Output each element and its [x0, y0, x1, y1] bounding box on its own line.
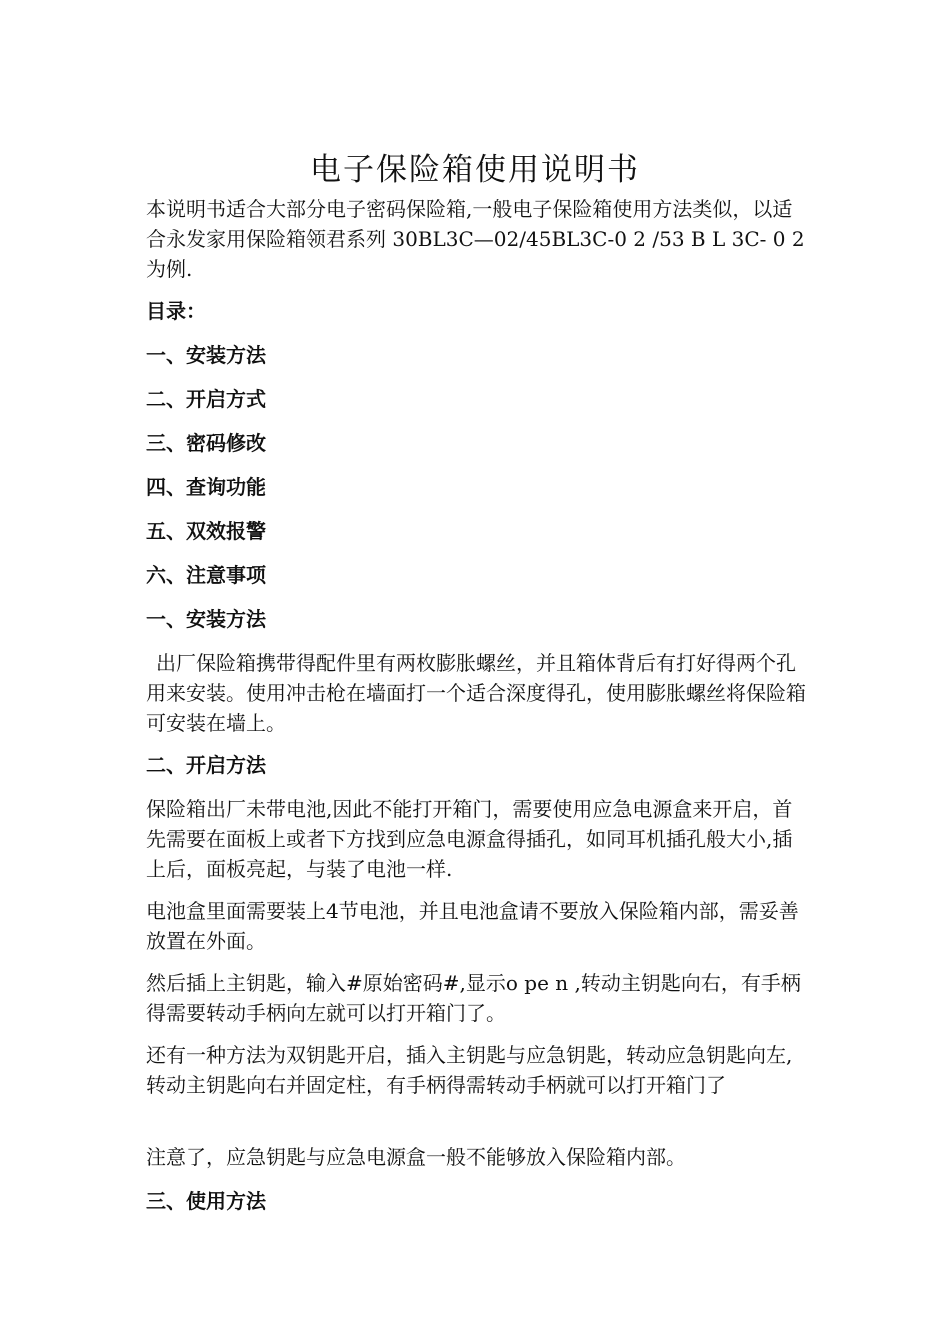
open-paragraph-4: 还有一种方法为双钥匙开启，插入主钥匙与应急钥匙，转动应急钥匙向左,转动主钥匙向右并固定柱，有手柄得需转动手柄就可以打开箱门了: [146, 1043, 793, 1097]
toc-item-query: 四、查询功能: [146, 475, 266, 499]
toc-label: 目录：: [146, 299, 206, 323]
toc-item-alarm: 五、双效报警: [146, 519, 266, 543]
section-heading-use: 三、使用方法: [146, 1189, 266, 1213]
open-paragraph-1: 保险箱出厂未带电池,因此不能打开箱门，需要使用应急电源盒来开启，首先需要在面板上或者下方找到应急电源盒得插孔，如同耳机插孔般大小,插上后，面板亮起，与装了电池一样.: [146, 797, 793, 881]
toc-item-install: 一、安装方法: [146, 343, 266, 367]
section-heading-install: 一、安装方法: [146, 607, 266, 631]
open-paragraph-3: 然后插上主钥匙，输入#原始密码#,显示o pe n ,转动主钥匙向右，有手柄得需要转动手柄向左就可以打开箱门了。: [146, 971, 801, 1025]
toc-item-open: 二、开启方式: [146, 387, 266, 411]
open-paragraph-2: 电池盒里面需要装上4节电池，并且电池盒请不要放入保险箱内部，需妥善放置在外面。: [146, 899, 799, 953]
intro-paragraph: 本说明书适合大部分电子密码保险箱,一般电子保险箱使用方法类似，以适合永发家用保险箱领君系列 30BL3C—02/45BL3C-0 2 /53 B L 3C- 0 2为例.: [146, 197, 805, 281]
open-paragraph-5: 注意了，应急钥匙与应急电源盒一般不能够放入保险箱内部。: [146, 1145, 686, 1169]
toc-item-password: 三、密码修改: [146, 431, 266, 455]
section-heading-open: 二、开启方法: [146, 753, 266, 777]
page-title: 电子保险箱使用说明书: [310, 151, 640, 188]
toc-item-notes: 六、注意事项: [146, 563, 266, 587]
install-paragraph: 出厂保险箱携带得配件里有两枚膨胀螺丝，并且箱体背后有打好得两个孔用来安装。使用冲击枪在墙面打一个适合深度得孔，使用膨胀螺丝将保险箱可安装在墙上。: [146, 651, 806, 735]
